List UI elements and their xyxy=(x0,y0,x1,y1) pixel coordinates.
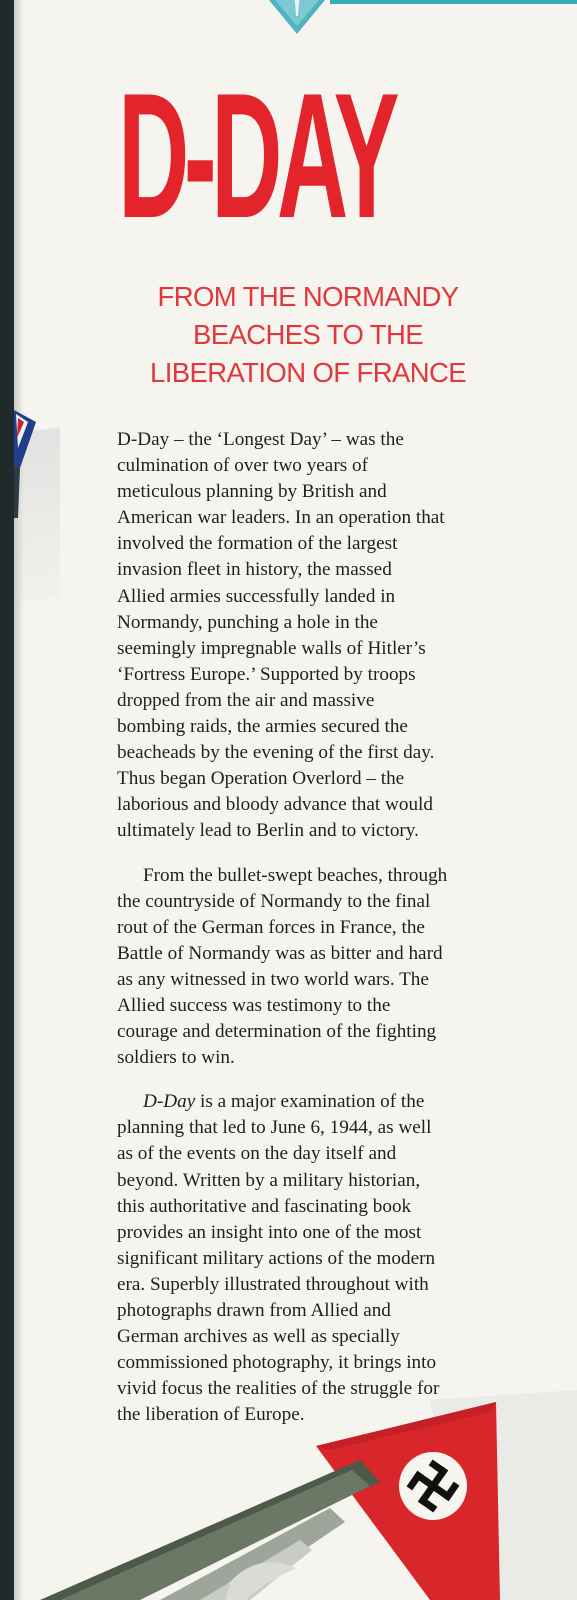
blurb-paragraph-2 xyxy=(117,863,517,1072)
text-line: significant military actions of the modern xyxy=(117,1247,436,1269)
text-line: American war leaders. In an operation that xyxy=(117,507,445,529)
subtitle-line: BEACHES TO THE xyxy=(192,319,423,350)
text-line: courage and determination of the fighting xyxy=(117,1021,437,1043)
text-line: From the bullet-swept beaches, through xyxy=(143,864,448,886)
subtitle-line: LIBERATION OF FRANCE xyxy=(150,357,466,388)
text-line xyxy=(117,1089,517,1115)
text-line: vivid focus the realities of the struggle for xyxy=(117,1378,440,1400)
text-line: era. Superbly illustrated throughout with xyxy=(117,1273,429,1295)
text-line: Normandy, punching a hole in the xyxy=(117,611,378,633)
pennant-icon xyxy=(316,1402,500,1600)
text-line: laborious and bloody advance that would xyxy=(117,794,433,816)
spine-edge xyxy=(0,0,14,1600)
text-line: soldiers to win. xyxy=(117,1047,235,1069)
text-line: as any witnessed in two world wars. The xyxy=(117,968,429,990)
book-title: D-DAY xyxy=(118,56,395,255)
text-line: German archives as well as specially xyxy=(117,1326,400,1348)
blurb-paragraph-3 xyxy=(117,1089,517,1428)
text-line: dropped from the air and massive xyxy=(117,689,375,711)
text-line: beacheads by the evening of the first day. xyxy=(117,742,435,764)
title-block xyxy=(118,48,504,264)
text-line: as of the events on the day itself and xyxy=(117,1143,397,1165)
text-line: commissioned photography, it brings into xyxy=(117,1352,437,1374)
text-line: D-Day – the ‘Longest Day’ – was the xyxy=(117,429,404,450)
text-line: the countryside of Normandy to the final xyxy=(117,890,431,912)
flag-icon xyxy=(6,408,56,518)
blurb-paragraph-1 xyxy=(117,427,517,845)
text-line: Allied armies successfully landed in xyxy=(117,585,396,607)
top-accent-bar xyxy=(330,0,577,4)
text-line: Thus began Operation Overlord – the xyxy=(117,768,405,790)
text-line: provides an insight into one of the most xyxy=(117,1221,422,1243)
text-fragment: is a major examination of the xyxy=(195,1091,425,1113)
book-title-italic: D-Day xyxy=(143,1091,196,1113)
insignia-icon xyxy=(262,0,332,40)
text-line: Allied success was testimony to the xyxy=(117,994,391,1016)
text-line: meticulous planning by British and xyxy=(117,481,387,503)
text-line: rout of the German forces in France, the xyxy=(117,916,425,938)
subtitle-line: FROM THE NORMANDY xyxy=(157,281,459,312)
text-line: involved the formation of the largest xyxy=(117,533,398,555)
text-line: culmination of over two years of xyxy=(117,455,368,477)
text-line: planning that led to June 6, 1944, as well xyxy=(117,1117,432,1139)
book-subtitle xyxy=(108,278,508,392)
text-line: the liberation of Europe. xyxy=(117,1404,305,1426)
text-line: ‘Fortress Europe.’ Supported by troops xyxy=(117,663,416,685)
text-line: this authoritative and fascinating book xyxy=(117,1195,412,1217)
text-line: Battle of Normandy was as bitter and hard xyxy=(117,942,443,964)
bottom-artwork xyxy=(0,1390,577,1600)
text-line: beyond. Written by a military historian, xyxy=(117,1169,421,1191)
blurb-text xyxy=(117,427,517,1428)
eagle-patch-icon xyxy=(40,1460,380,1600)
text-line: seemingly impregnable walls of Hitler’s xyxy=(117,637,426,659)
text-line: invasion fleet in history, the massed xyxy=(117,559,392,581)
text-line: ultimately lead to Berlin and to victory. xyxy=(117,820,419,842)
spine-shadow xyxy=(14,0,24,1600)
text-line: bombing raids, the armies secured the xyxy=(117,716,408,738)
text-line: photographs drawn from Allied and xyxy=(117,1300,391,1321)
